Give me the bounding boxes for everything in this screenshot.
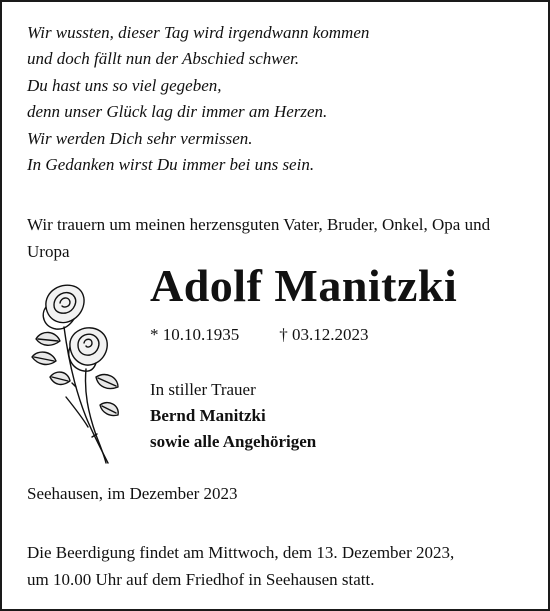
poem-line: denn unser Glück lag dir immer am Herzen. (27, 102, 328, 122)
poem-line: Wir wussten, dieser Tag wird irgendwann kommen (27, 23, 370, 42)
life-dates (150, 325, 369, 345)
poem-line: In Gedanken wirst Du immer bei uns sein. (27, 155, 315, 175)
poem-line: Wir werden Dich sehr vermissen. (27, 128, 253, 148)
funeral-line: Die Beerdigung findet am Mittwoch, dem 13. Dezember 2023, (27, 543, 455, 562)
mourner-name: Bernd Manitzki (150, 406, 266, 425)
place-date: Seehausen, im Dezember 2023 (27, 484, 238, 503)
mourner-relatives: sowie alle Angehörigen (150, 432, 317, 451)
funeral-line: um 10.00 Uhr auf dem Friedhof in Seehausen statt. (27, 570, 375, 589)
rose-icon (26, 277, 126, 467)
deceased-name: Adolf Manitzki (150, 260, 458, 311)
poem-line: und doch fällt nun der Abschied schwer. (27, 49, 300, 69)
poem (27, 20, 369, 178)
poem-line: Du hast uns so viel gegeben, (27, 75, 222, 95)
death-date: † 03.12.2023 (279, 325, 369, 344)
mourning-phrase: In stiller Trauer (150, 380, 256, 399)
birth-date: * 10.10.1935 (150, 325, 240, 344)
mourners-block (150, 377, 316, 455)
intro-text: Wir trauern um meinen herzensguten Vater, Bruder, Onkel, Opa und Uropa (27, 215, 491, 261)
funeral-notice (27, 539, 454, 593)
